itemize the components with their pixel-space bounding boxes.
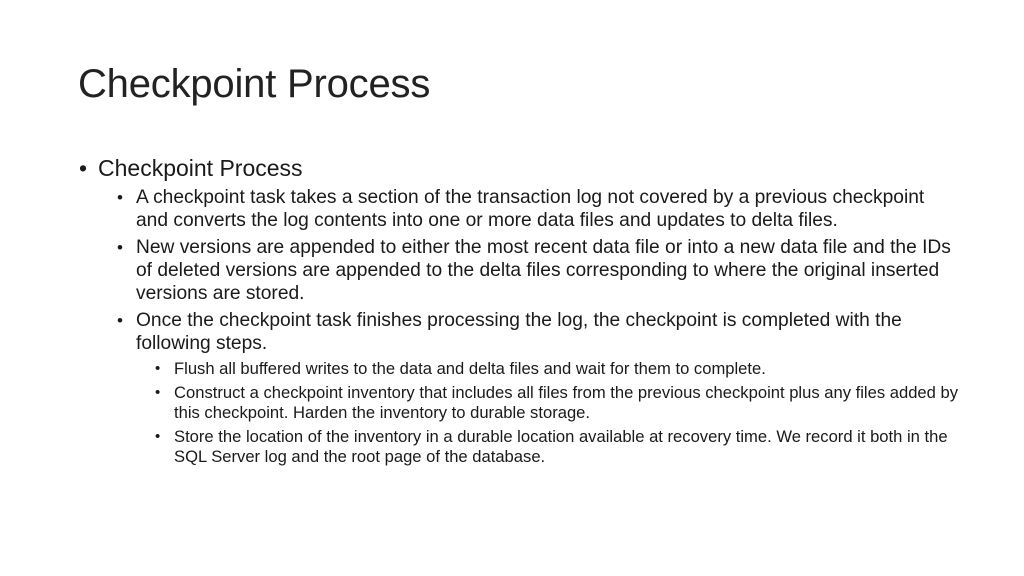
bullet-dot-icon: • (117, 311, 123, 330)
bullet-level-1 (78, 154, 958, 467)
bullet-text: Store the location of the inventory in a durable location available at recovery time. We record it both in the SQL Server log and the root page of the database. (174, 427, 948, 466)
bullet-text: A checkpoint task takes a section of the transaction log not covered by a previous checkpoint and converts the log contents into one or more data files and updates to delta files. (136, 187, 925, 231)
bullet-text: Once the checkpoint task finishes processing the log, the checkpoint is completed with the following steps. (136, 310, 902, 354)
bullet-dot-icon: • (155, 384, 161, 401)
bullet-dot-icon: • (79, 155, 88, 181)
bullet-dot-icon: • (155, 428, 161, 445)
bullet-text: Checkpoint Process (98, 155, 303, 181)
bullet-text: Flush all buffered writes to the data and delta files and wait for them to complete. (174, 359, 766, 378)
bullet-level-2 (98, 186, 958, 232)
bullet-level-3 (98, 427, 958, 467)
slide-content (78, 154, 958, 471)
bullet-list-level-2 (98, 186, 958, 467)
bullet-text: New versions are appended to either the most recent data file or into a new data file and the IDs of deleted versions are appended to the delta files corresponding to where the original inserted versions are stored. (136, 237, 951, 304)
bullet-list-level-1 (78, 154, 958, 467)
bullet-dot-icon: • (155, 360, 161, 377)
bullet-level-2 (98, 236, 958, 305)
bullet-dot-icon: • (117, 188, 123, 207)
bullet-dot-icon: • (117, 238, 123, 257)
bullet-level-3 (98, 383, 958, 423)
bullet-list-level-3 (136, 359, 958, 467)
bullet-level-3 (98, 359, 958, 379)
bullet-level-2 (98, 309, 958, 467)
bullet-text: Construct a checkpoint inventory that includes all files from the previous checkpoint plus any files added by this checkpoint. Harden the inventory to durable storage. (174, 383, 959, 422)
slide-title: Checkpoint Process (78, 62, 431, 106)
